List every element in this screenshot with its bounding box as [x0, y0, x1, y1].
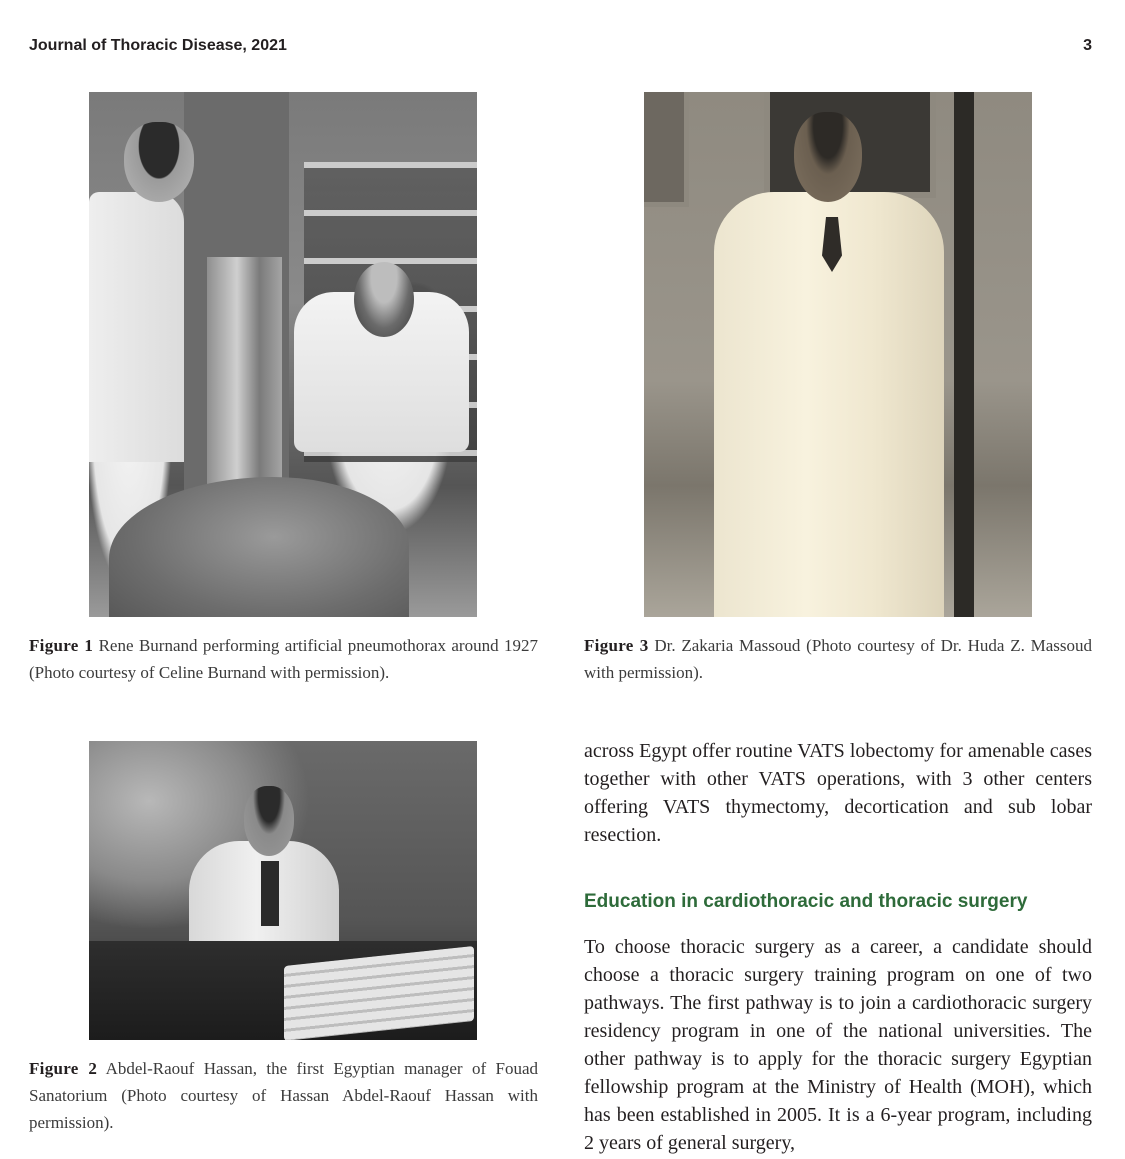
figure-1-image	[89, 92, 477, 617]
running-head	[29, 37, 1092, 59]
figure-3-caption	[584, 632, 1092, 686]
figure-2-caption-text: Abdel-Raouf Hassan, the first Egyptian manager of Fouad Sanatorium (Photo courtesy of Hassan Abdel-Raouf Hassan with permission).	[29, 1059, 538, 1132]
figure-2-label: Figure 2	[29, 1059, 98, 1078]
figure-1-caption-text: Rene Burnand performing artificial pneumothorax around 1927 (Photo courtesy of Celine Burnand with permission).	[29, 636, 539, 682]
tie-shape	[261, 861, 279, 926]
page-number: 3	[1083, 37, 1092, 54]
section-heading-education: Education in cardiothoracic and thoracic surgery	[584, 891, 1028, 912]
window-left-shape	[644, 92, 689, 207]
physician-left-head-shape	[124, 122, 194, 202]
paragraph-vats: across Egypt offer routine VATS lobectomy for amenable cases together with other VATS operations, with 3 other centers offering VATS thymectomy, decortication and sub lobar resection.	[584, 740, 1092, 846]
figure-2-image	[89, 741, 477, 1040]
figure-3-label: Figure 3	[584, 636, 649, 655]
journal-title: Journal of Thoracic Disease, 2021	[29, 37, 287, 54]
physician-right-head-shape	[354, 262, 414, 337]
figure-3-image	[644, 92, 1032, 617]
seated-man-head-shape	[244, 786, 294, 856]
figure-3-caption-text: Dr. Zakaria Massoud (Photo courtesy of Dr. Huda Z. Massoud with permission).	[584, 636, 1093, 682]
patient-blanket-shape	[109, 477, 409, 617]
figure-1-caption	[29, 632, 538, 686]
apparatus-shape	[207, 257, 282, 492]
figure-2-caption	[29, 1055, 538, 1136]
figure-1-label: Figure 1	[29, 636, 94, 655]
physician-left-shape	[89, 192, 184, 462]
portrait-head-shape	[794, 112, 862, 202]
paragraph-education: To choose thoracic surgery as a career, a candidate should choose a thoracic surgery training program on one of two pathways. The first pathway is to join a cardiothoracic surgery residency program in one of the national universities. The other pathway is to apply for the thoracic surgery Egyptian fellowship program at the Ministry of Health (MOH), which has been established in 2005. It is a 6-year program, including 2 years of general surgery,	[584, 936, 1092, 1154]
